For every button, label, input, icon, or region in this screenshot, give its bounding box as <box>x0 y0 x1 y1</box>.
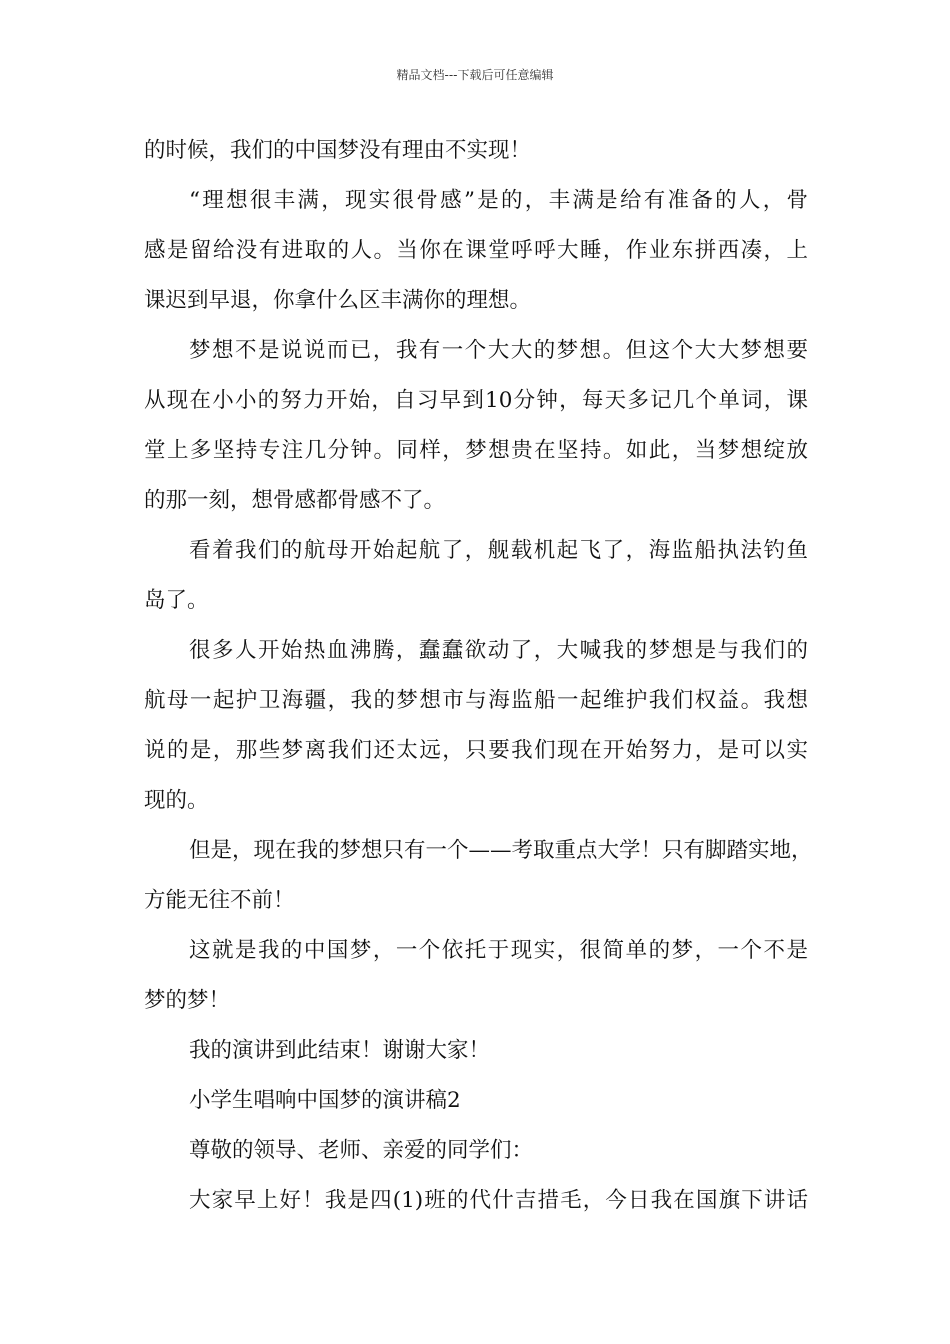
text-line: 感是留给没有进取的人。当你在课堂呼呼大睡，作业东拼西凑，上 <box>144 238 808 263</box>
page-header: 精品文档---下载后可任意编辑 <box>396 68 554 82</box>
text-line: 梦的梦！ <box>144 988 231 1013</box>
text-line: 方能无往不前！ <box>144 888 295 913</box>
text-line: 说的是，那些梦离我们还太远，只要我们现在开始努力，是可以实 <box>144 738 808 763</box>
text-line: 从现在小小的努力开始，自习早到10分钟，每天多记几个单词，课 <box>144 388 808 413</box>
text-line: 梦想不是说说而已，我有一个大大的梦想。但这个大大梦想要 <box>189 338 808 363</box>
text-line: “理想很丰满，现实很骨感”是的，丰满是给有准备的人，骨 <box>189 188 808 213</box>
text-line: 看着我们的航母开始起航了，舰载机起飞了，海监船执法钓鱼 <box>189 538 808 563</box>
text-line: 堂上多坚持专注几分钟。同样，梦想贵在坚持。如此，当梦想绽放 <box>144 438 808 463</box>
section-title: 小学生唱响中国梦的演讲稿2 <box>189 1088 461 1113</box>
text-line: 的时候，我们的中国梦没有理由不实现！ <box>144 138 532 163</box>
text-line: 我的演讲到此结束！谢谢大家！ <box>189 1038 491 1063</box>
text-line: 这就是我的中国梦，一个依托于现实，很简单的梦，一个不是 <box>189 938 808 963</box>
text-line: 大家早上好！我是四(1)班的代什吉措毛，今日我在国旗下讲话 <box>189 1188 808 1213</box>
text-line: 的那一刻，想骨感都骨感不了。 <box>144 488 446 513</box>
text-line: 现的。 <box>144 788 209 813</box>
text-line: 很多人开始热血沸腾，蠢蠢欲动了，大喊我的梦想是与我们的 <box>189 638 808 663</box>
text-line: 岛了。 <box>144 588 209 613</box>
text-line: 尊敬的领导、老师、亲爱的同学们： <box>189 1138 534 1163</box>
text-line: 航母一起护卫海疆，我的梦想市与海监船一起维护我们权益。我想 <box>144 688 808 713</box>
text-line: 但是，现在我的梦想只有一个——考取重点大学！只有脚踏实地， <box>189 838 813 863</box>
document-body <box>144 126 813 1226</box>
text-line: 课迟到早退，你拿什么区丰满你的理想。 <box>144 288 532 313</box>
